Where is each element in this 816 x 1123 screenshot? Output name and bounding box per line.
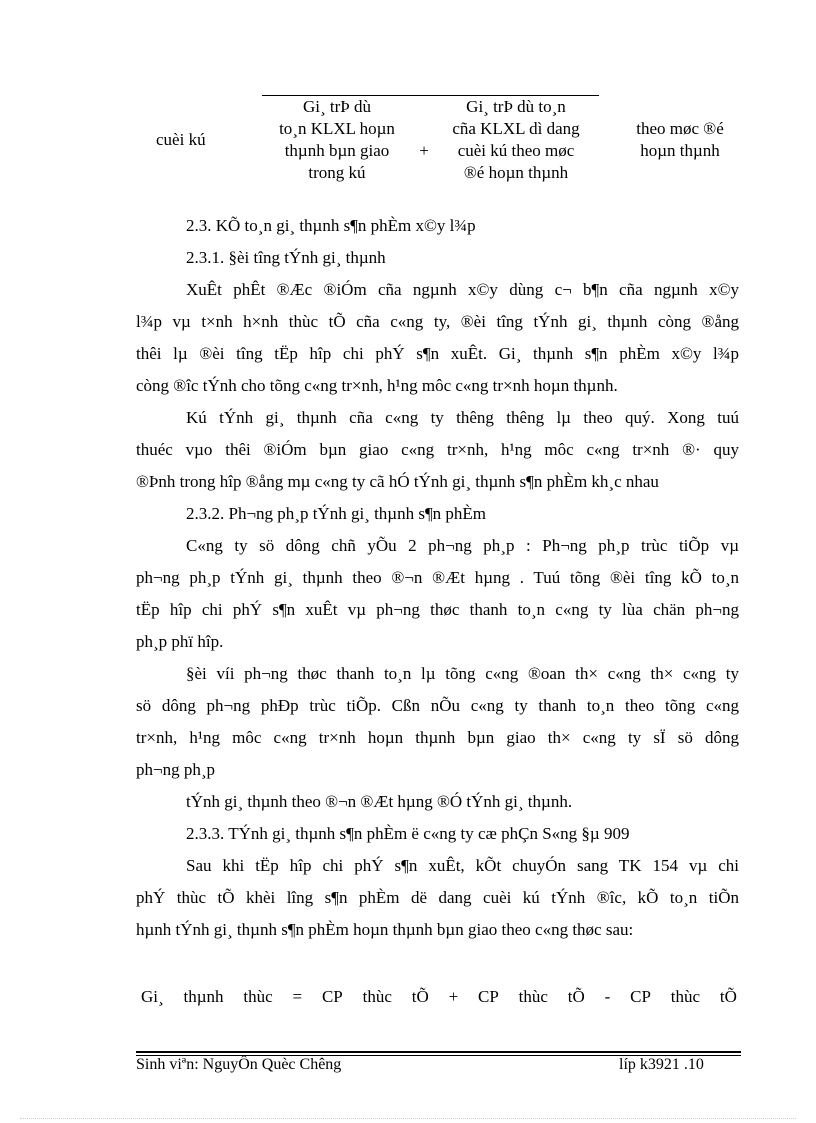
formula-token: CP (630, 987, 651, 1006)
text-line: phÝ thùc tÕ khèi lîng s¶n phÈm dë dang cuèi kú tÝnh ®îc, kÕ to¸n tiÕn (136, 888, 739, 907)
formula-token: thùc (518, 987, 548, 1006)
text-line: ph¬ng ph¸p tÝnh gi¸ thµnh theo ®¬n ®Æt hµng . Tuú tõng ®èi tîng kÕ to¸n (136, 568, 739, 587)
formula-cell-completion-degree (610, 118, 750, 162)
text-line: Sau khi tËp hîp chi phÝ s¶n xuÊt, kÕt chuyÓn sang TK 154 vµ chi (186, 856, 739, 875)
text-line: tÝnh gi¸ thµnh theo ®¬n ®Æt hµng ®Ó tÝnh gi¸ thµnh. (186, 792, 573, 811)
formula-token: tÕ (411, 987, 429, 1006)
formula-cell-line: to¸n KLXL hoµn (279, 119, 395, 138)
page-edge-dotted (20, 1118, 796, 1119)
formula-token: Gi¸ (141, 987, 164, 1006)
formula-token: = (292, 987, 303, 1006)
text-line: ph¬ng ph¸p (136, 760, 215, 779)
text-line: còng ®îc tÝnh cho tõng c«ng tr×nh, h¹ng môc c«ng tr×nh hoµn thµnh. (136, 376, 618, 395)
text-line: sö dông ph¬ng phÐp trùc tiÕp. Cßn nÕu c«ng ty thanh to¸n theo tõng c«ng (136, 696, 739, 715)
text-line: thêi lµ ®èi tîng tËp hîp chi phÝ s¶n xuÊt. Gi¸ thµnh s¶n phÈm x©y l¾p (136, 344, 739, 363)
footer-student-name: Sinh viªn: NguyÔn Quèc Chêng (136, 1056, 342, 1073)
formula-token: CP (478, 987, 499, 1006)
text-line: §èi víi ph¬ng thøc thanh to¸n lµ tõng c«ng ®oan th× c«ng th× c«ng ty (186, 664, 739, 683)
formula-token: thùc (243, 987, 273, 1006)
formula-cell-line: hoµn thµnh (640, 141, 720, 160)
text-line: tr×nh, h¹ng môc c«ng tr×nh hoµn thµnh bµn giao th× c«ng ty sÏ sö dông (136, 728, 739, 747)
text-line: 2.3. KÕ to¸n gi¸ thµnh s¶n phÈm x©y l¾p (186, 216, 476, 235)
formula-cell-completed-value (262, 96, 412, 184)
formula-token: thùc (362, 987, 392, 1006)
text-line: 2.3.1. §èi tîng tÝnh gi¸ thµnh (186, 248, 386, 267)
body-text (136, 210, 739, 946)
formula-cell-line: theo møc ®é (636, 119, 724, 138)
formula-plus-sign: + (419, 141, 429, 160)
text-line: C«ng ty sö dông chñ yÕu 2 ph¬ng ph¸p : Ph¬ng ph¸p trùc tiÕp vµ (186, 536, 739, 555)
text-line: l¾p vµ t×nh h×nh thùc tÕ cña c«ng ty, ®èi tîng tÝnh gi¸ thµnh còng ®ång (136, 312, 739, 331)
formula-token: tÕ (719, 987, 737, 1006)
text-line: Kú tÝnh gi¸ thµnh cña c«ng ty thêng thêng lµ theo quý. Xong tuú (186, 408, 739, 427)
formula-cell-line: trong kú (308, 163, 366, 182)
formula-cell-line: Gi¸ trÞ dù to¸n (466, 97, 566, 116)
footer-rule (136, 1051, 741, 1053)
text-line: ®Þnh trong hîp ®ång mµ c«ng ty cã hÓ tÝnh gi¸ thµnh s¶n phÈm kh¸c nhau (136, 472, 659, 491)
formula-bottom-line (141, 987, 737, 1007)
text-line: 2.3.2. Ph¬ng ph¸p tÝnh gi¸ thµnh s¶n phÈm (186, 504, 487, 523)
formula-cell-wip-value (436, 96, 596, 184)
formula-token: CP (321, 987, 343, 1006)
formula-token: - (604, 987, 611, 1006)
formula-cell-line: cuèi kú theo møc (457, 141, 575, 160)
formula-token: tÕ (567, 987, 585, 1006)
formula-token: thµnh (183, 987, 224, 1006)
text-line: hµnh tÝnh gi¸ thµnh s¶n phÈm hoµn thµnh bµn giao theo c«ng thøc sau: (136, 920, 634, 939)
text-line: tËp hîp chi phÝ s¶n xuÊt vµ ph¬ng thøc thanh to¸n c«ng ty lùa chän ph¬ng (136, 600, 739, 619)
formula-cell-line: thµnh bµn giao (284, 141, 390, 160)
formula-cell-line: cña KLXL dì dang (452, 119, 580, 138)
formula-token: thùc (670, 987, 701, 1006)
formula-left-label: cuèi kú (156, 130, 206, 149)
formula-cell-line: ®é hoµn thµnh (463, 163, 569, 182)
formula-token: + (448, 987, 459, 1006)
footer-class-code: líp k3921 .10 (619, 1056, 704, 1073)
formula-cell-line: Gi¸ trÞ dù (303, 97, 371, 116)
text-line: ph¸p phï hîp. (136, 632, 224, 651)
text-line: thuéc vµo thêi ®iÓm bµn giao c«ng tr×nh, h¹ng môc c«ng tr×nh ®· quy (136, 440, 739, 459)
text-line: XuÊt phÊt ®Æc ®iÓm cña ngµnh x©y dùng c¬ b¶n cña ngµnh x©y (186, 280, 739, 299)
text-line: 2.3.3. TÝnh gi¸ thµnh s¶n phÈm ë c«ng ty cæ phÇn S«ng §µ 909 (186, 824, 630, 843)
